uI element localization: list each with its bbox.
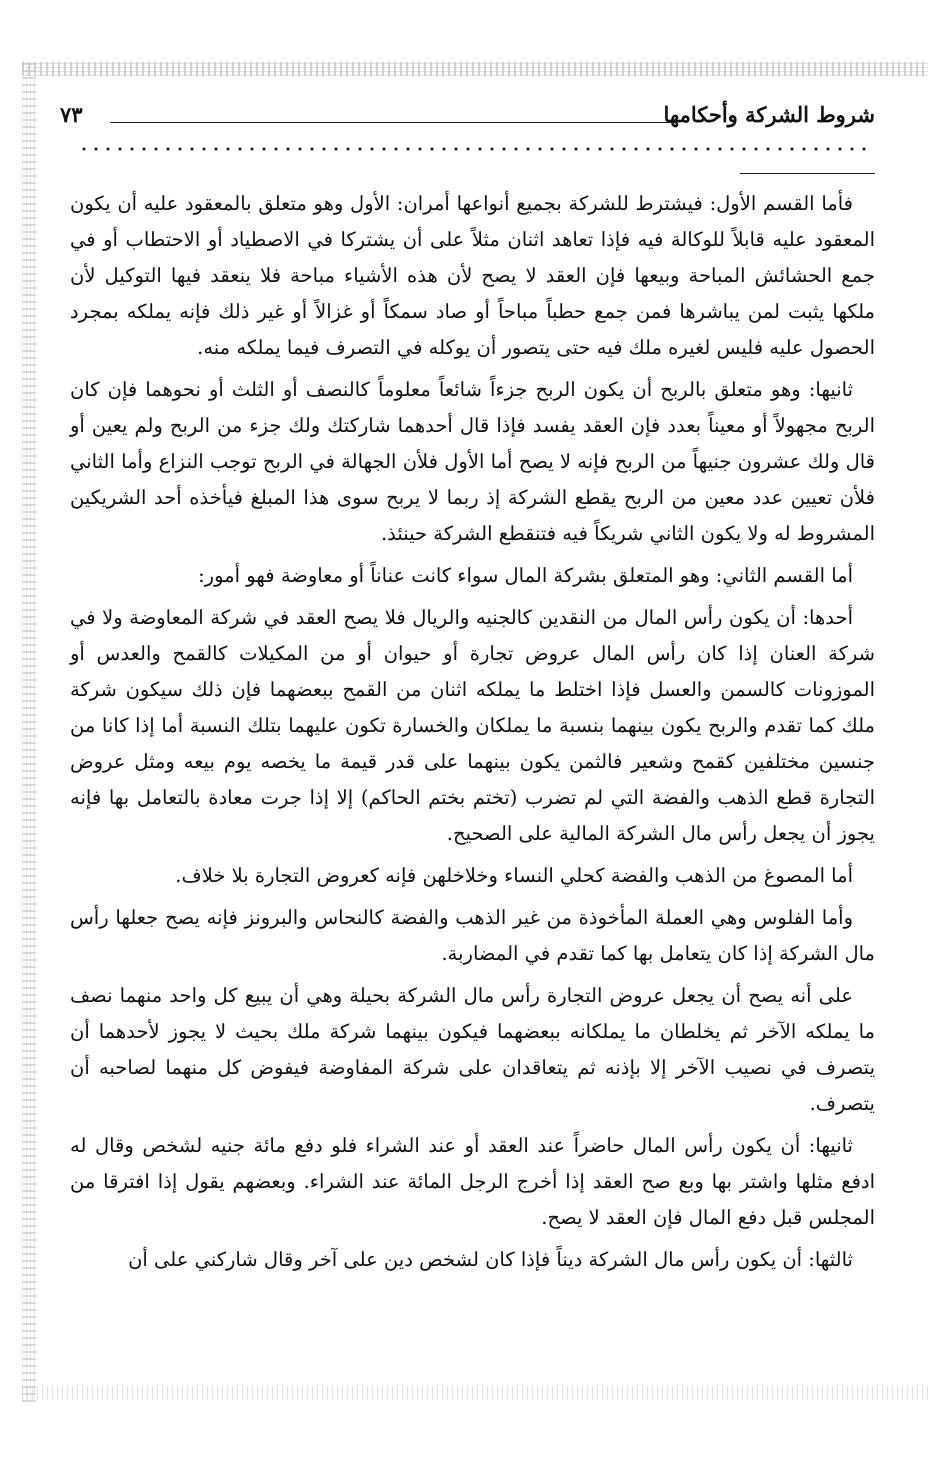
running-header: [60, 100, 875, 136]
page-border-top: [22, 62, 928, 76]
paragraph: ثانيها: أن يكون رأس المال حاضراً عند العقد أو عند الشراء فلو دفع مائة جنيه لشخص وقال له ادفع مثلها واشتر بها وبع صح العقد إذا أخرج الرجل المائة عند الشراء. وبعضهم يقول إذا افترقا من المجلس قبل دفع المال فإن العقد لا يصح.: [70, 1134, 875, 1229]
paragraph: على أنه يصح أن يجعل عروض التجارة رأس مال الشركة بحيلة وهي أن يبيع كل واحد منهما نصف ما يملكه الآخر ثم يخلطان ما يملكانه ببعضهما فيكون بينهما شركة ملك بحيث لا يجوز لأحدهما أن يتصرف في نصيب الآخر إلا بإذنه ثم يتعاقدان على شركة المفاوضة فيفوض كل منهما لصاحبه أن يتصرف.: [70, 984, 875, 1115]
page-border-left: [22, 62, 36, 1402]
header-title: شروط الشركة وأحكامها: [663, 102, 875, 127]
paragraph: أما المصوغ من الذهب والفضة كحلي النساء وخلاخلهن فإنه كعروض التجارة بلا خلاف.: [175, 864, 853, 887]
page-number: ٧٣: [60, 102, 83, 127]
body-text: [70, 186, 875, 1284]
header-rule: [110, 122, 675, 123]
paragraph: وأما الفلوس وهي العملة المأخوذة من غير الذهب والفضة كالنحاس والبرونز فإنه يصح جعلها رأس مال الشركة إذا كان يتعامل بها كما تقدم في المضاربة.: [70, 906, 875, 965]
paragraph: ثالثها: أن يكون رأس مال الشركة ديناً فإذا كان لشخص دين على آخر وقال شاركني على أن: [128, 1248, 853, 1271]
paragraph: فأما القسم الأول: فيشترط للشركة بجميع أنواعها أمران: الأول وهو متعلق بالمعقود عليه أن يكون المعقود عليه قابلاً للوكالة فيه فإذا تعاهد اثنان مثلاً على أن يشتركا في الاصطياد أو الاحتطاب أو في جمع الحشائش المباحة وبيعها فإن العقد لا يصح لأن هذه الأشياء مباحة فلا ينعقد فيها التوكيل لأن ملكها يثبت لمن يباشرها فمن جمع حطباً مباحاً أو صاد سمكاً أو غزالاً أو غير ذلك فإنه يملكه بمجرد الحصول عليه فليس لغيره ملك فيه حتى يتصور أن يوكله في التصرف فيما يملكه منه.: [70, 192, 875, 359]
paragraph: أحدها: أن يكون رأس المال من النقدين كالجنيه والريال فلا يصح العقد في شركة المعاوضة ولا في شركة العنان إذا كان رأس المال عروض تجارة أو حيوان أو من المكيلات كالقمح والعدس أو الموزونات كالسمن والعسل فإذا اختلط ما يملكه اثنان من القمح ببعضهما فإن ذلك سيكون شركة ملك كما تقدم والربح يكون بينهما بنسبة ما يملكان والخسارة تكون عليهما بتلك النسبة أما إذا كانا من جنسين مختلفين كقمح وشعير فالثمن يكون بينهما على قدر قيمة ما يخصه يوم بيعه ومثل عروض التجارة قطع الذهب والفضة التي لم تضرب (تختم بختم الحاكم) إلا إذا جرت معادة بالتعامل بها فإنه يجوز أن يجعل رأس مال الشركة المالية على الصحيح.: [70, 606, 875, 845]
paragraph: ثانيها: وهو متعلق بالربح أن يكون الربح جزءاً شائعاً معلوماً كالنصف أو الثلث أو نحوهما فإن كان الربح مجهولاً أو معيناً بعدد فإن العقد يفسد فإذا قال أحدهما شاركتك ولك جزء من الربح ولم يعين أو قال ولك عشرون جنيهاً من الربح فإنه لا يصح أما الأول فلأن الجهالة في الربح توجب النزاع وأما الثاني فلأن تعيين عدد معين من الربح يقطع الشركة إذ ربما لا يربح سوى هذا المبلغ فيأخذه أحد الشريكين المشروط له ولا يكون الثاني شريكاً فيه فتنقطع الشركة حينئذ.: [70, 378, 875, 545]
dotted-separator: [78, 146, 868, 152]
section-rule: [740, 173, 875, 174]
page-border-bottom: [22, 1386, 928, 1400]
paragraph: أما القسم الثاني: وهو المتعلق بشركة المال سواء كانت عناناً أو معاوضة فهو أمور:: [198, 564, 853, 587]
